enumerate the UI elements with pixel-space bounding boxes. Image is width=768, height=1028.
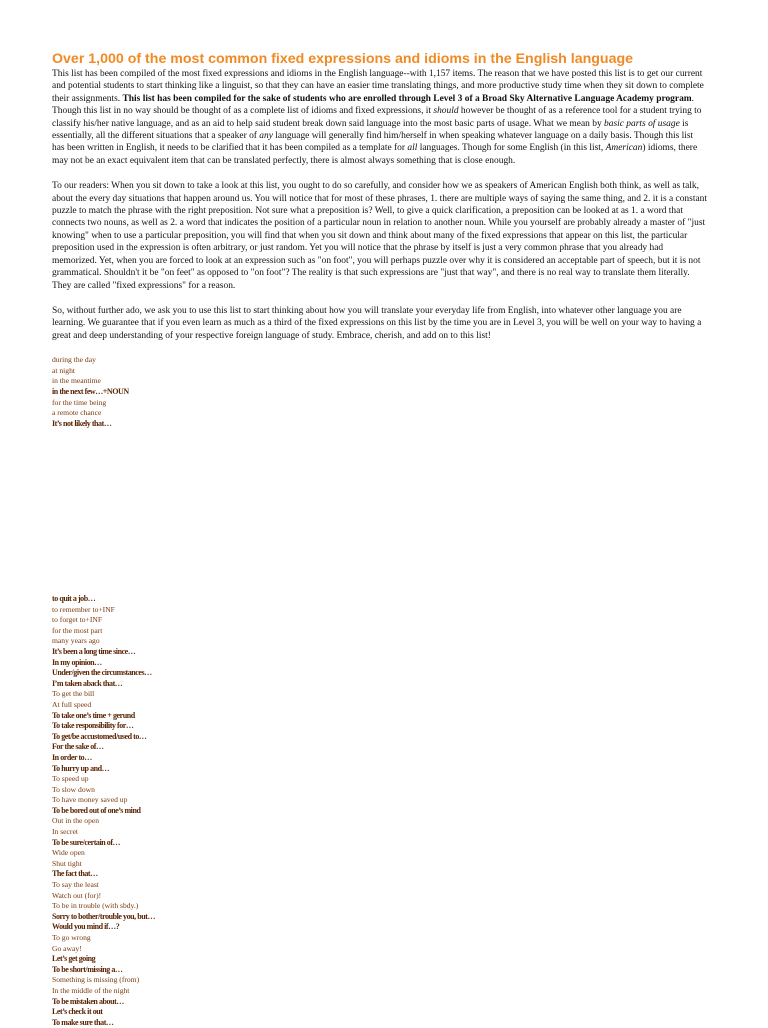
- phrase-item: at night: [52, 365, 75, 375]
- phrase-item: in the next few…+NOUN: [52, 386, 129, 396]
- intro-paragraph-2: To our readers: When you sit down to take a look at this list, you ought to do so carefully, and consider how we as speakers of American English both think, as well as talk, about the every day situations that happen around us. You will notice that for most of these phrases, 1. there are multiple ways of saying the same thing, and 2. it is a constant puzzle to match the phrase with the right preposition. Not sure what a preposition is? Well, to give a quick clarification, a preposition can be looked at as 1. a word that connects two nouns, as well as 2. a word that indicates the position of a particular noun in relation to another noun. While you yourself are probably already a master of "just knowing" when to use a particular preposition, you will find that when you sit down and think about many of the fixed expressions that appear on this list, the particular preposition used in the expression is often arbitrary, or just random. Yet you will notice that the phrase by itself is just a very common phrase that you already had memorized. Yet, when you are forced to look at an expression such as "on foot", you will perhaps puzzle over why it is considered an acceptable part of speech, but it is not grammatical. Shouldn't it be "on feet" as opposed to "on foot"? The reality is that such expressions are "just that way", and there is no real way to translate them literally. They are called "fixed expressions" for a reason.: [52, 181, 707, 291]
- phrase-item: The fact that…: [52, 869, 98, 879]
- phrase-item: In my opinion…: [52, 657, 102, 667]
- phrase-item: It’s not likely that…: [52, 418, 112, 428]
- phrase-item: To have money saved up: [52, 795, 128, 805]
- phrase-item: to forget to+INF: [52, 615, 103, 625]
- phrase-item: Shut tight: [52, 858, 82, 868]
- phrase-item: To be sure/certain of…: [52, 837, 121, 847]
- intro-italic-text: American: [605, 143, 643, 154]
- phrase-list-top: [52, 355, 708, 429]
- intro-paragraph-1: [52, 68, 708, 167]
- phrase-item: to remember to+INF: [52, 604, 115, 614]
- intro-text: . Though this list in no way should be thought of as a complete list of idioms and fixed expressions, it: [52, 93, 695, 117]
- phrase-item: In secret: [52, 827, 78, 837]
- phrase-item: To say the least: [52, 880, 99, 890]
- phrase-item: To hurry up and…: [52, 763, 110, 773]
- phrase-item: Wide open: [52, 848, 85, 858]
- phrase-item: To get/be accustomed/used to…: [52, 731, 147, 741]
- phrase-item: To be short/missing a…: [52, 964, 123, 974]
- phrase-item: It’s been a long time since…: [52, 646, 136, 656]
- phrase-item: To go wrong: [52, 933, 91, 942]
- intro-paragraph-3: So, without further ado, we ask you to use this list to start thinking about how you will translate your everyday life from English, into whatever other language you are learning. We guarantee that if you even learn as much as a third of the fixed expressions on this list by the time you are in Level 3, you will be well on your way to having a great and deep understanding of your respective foreign language of study. Embrace, cherish, and add on to this list!: [52, 305, 702, 341]
- phrase-item: At full speed: [52, 699, 92, 709]
- phrase-item: In the middle of the night: [52, 985, 130, 995]
- phrase-item: for the most part: [52, 625, 103, 635]
- phrase-item: Something is missing (from): [52, 975, 140, 985]
- phrase-item: Sorry to bother/trouble you, but…: [52, 911, 156, 921]
- phrase-item: In order to…: [52, 752, 92, 762]
- phrase-item: a remote chance: [52, 408, 102, 418]
- phrase-item: To make sure that…: [52, 1017, 114, 1027]
- phrase-item: Watch out (for)!: [52, 890, 102, 900]
- intro-text: This list has been compiled of the most fixed expressions and idioms in the English language--with 1,157 items. The reason that we have posted this list is to get our current and potential students to start thinking like a linguist, so that they can have an easier time translating things, and more productive study time when they sit down to complete their assignments.: [52, 69, 704, 104]
- intro-italic-text: all: [407, 143, 418, 154]
- phrase-item: for the time being: [52, 397, 107, 407]
- document-page: [52, 50, 708, 1027]
- phrase-item: To take responsibility for…: [52, 721, 134, 731]
- phrase-item: To get the bill: [52, 689, 95, 699]
- intro-bold-text: This list has been compiled for the sake of students who are enrolled through Level 3 of a Broad Sky Alternative Language Academy program: [122, 93, 692, 104]
- phrase-item: during the day: [52, 355, 96, 365]
- intro-italic-text: should: [433, 106, 459, 117]
- phrase-list-bottom: [52, 594, 155, 1028]
- intro-italic-text: any: [259, 131, 273, 142]
- intro-text: ) idioms, there may not be an exact equivalent item that can be translated perfectly, there is almost always something that is close enough.: [52, 143, 698, 166]
- phrase-item: To be in trouble (with sbdy.): [52, 901, 139, 911]
- phrase-item: to quit a job…: [52, 594, 96, 603]
- phrase-item: Under/given the circumstances…: [52, 668, 152, 678]
- phrase-item: Would you mind if…?: [52, 922, 120, 932]
- phrase-item: Let’s get going: [52, 954, 96, 964]
- intro-text: is essentially, all the different situations that a speaker of: [52, 118, 689, 142]
- phrase-item: To be mistaken about…: [52, 996, 124, 1006]
- phrase-item: For the sake of…: [52, 742, 104, 752]
- phrase-item: many years ago: [52, 636, 100, 646]
- intro-text: languages. Though for some English (in this list,: [417, 143, 606, 154]
- phrase-item: Let’s check it out: [52, 1007, 103, 1017]
- phrase-item: To speed up: [52, 774, 89, 784]
- page-title: Over 1,000 of the most common fixed expressions and idioms in the English language: [52, 51, 634, 67]
- phrase-item: I’m taken aback that…: [52, 678, 123, 688]
- phrase-item: Go away!: [52, 943, 82, 953]
- phrase-item: in the meantime: [52, 376, 101, 386]
- intro-italic-text: basic parts of usage: [604, 118, 680, 129]
- phrase-item: To take one’s time + gerund: [52, 710, 135, 720]
- intro-text: language will generally find him/herself in when speaking whatever language on a daily basis. Though this list has been written in English, it needs to be clarified that it has been compiled as a template for: [52, 131, 694, 154]
- phrase-item: To slow down: [52, 784, 95, 794]
- phrase-item: To be bored out of one’s mind: [52, 805, 141, 815]
- intro-text: however be thought of as a reference tool for a student trying to classify his/her native language, and as an aid to help said student break down said language into the most basic parts of usage. What we mean by: [52, 106, 702, 129]
- phrase-item: Out in the open: [52, 816, 100, 826]
